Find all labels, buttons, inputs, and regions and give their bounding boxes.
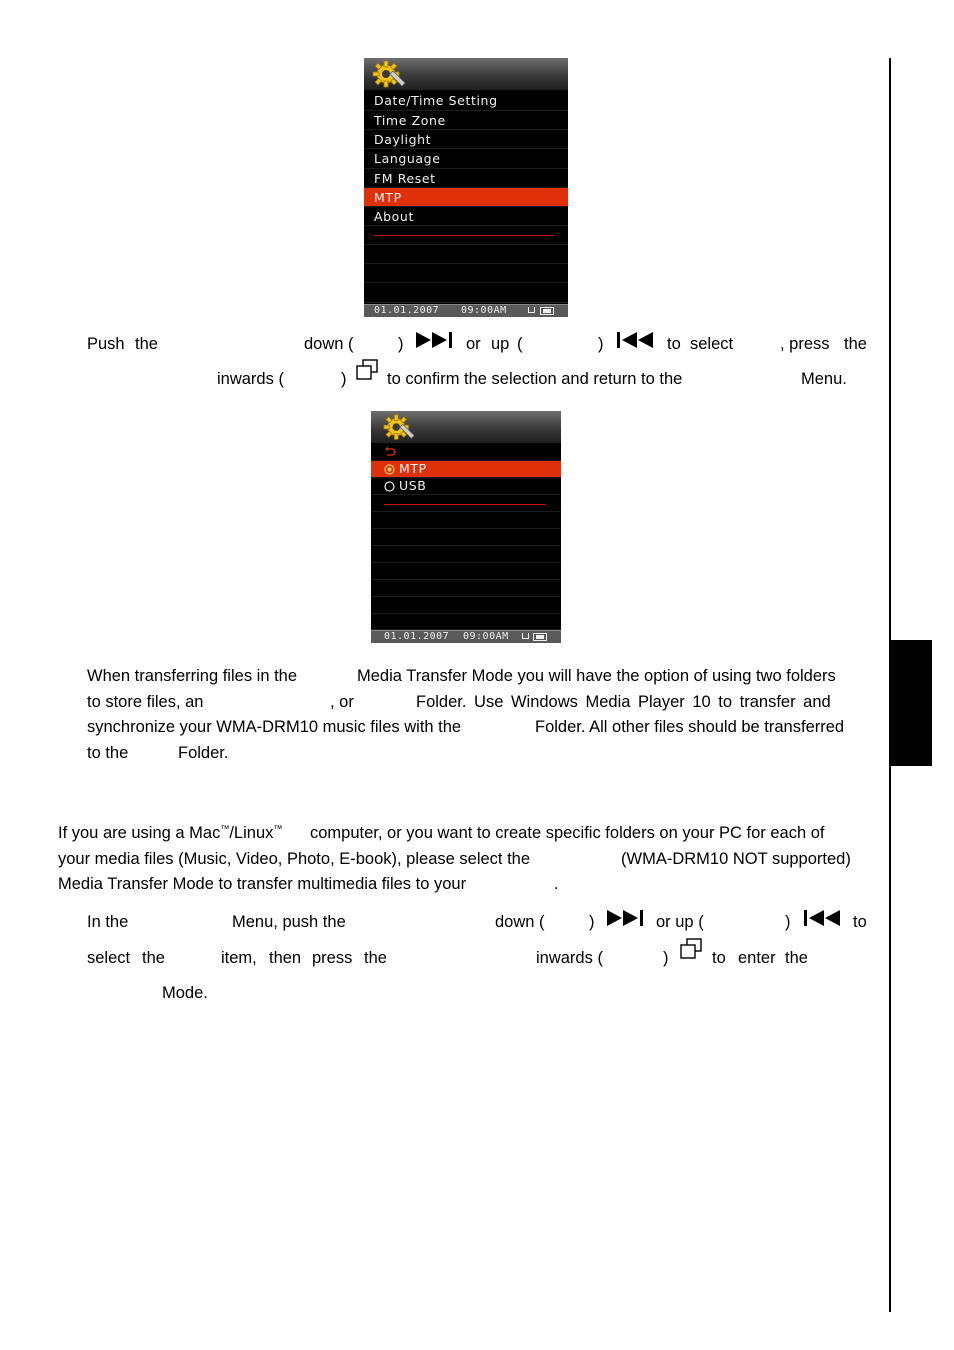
menu-empty-row bbox=[364, 245, 568, 264]
text-word: . bbox=[554, 875, 559, 893]
scroll-indicator-line bbox=[374, 235, 554, 236]
text-line: Folder. Use Windows Media Player 10 to transfer and bbox=[416, 693, 831, 711]
text-segment: /Linux bbox=[229, 824, 274, 842]
text-word: ) bbox=[398, 335, 404, 353]
text-segment: If you are using a Mac bbox=[58, 824, 221, 842]
text-word: the bbox=[785, 949, 808, 967]
text-word: inwards ( bbox=[217, 370, 284, 388]
text-word: the bbox=[844, 335, 867, 353]
menu-empty-row bbox=[371, 597, 561, 614]
menu-item-about[interactable]: About bbox=[364, 207, 568, 226]
text-line: When transferring files in the bbox=[87, 667, 298, 685]
text-word: to bbox=[712, 949, 726, 967]
text-word: the bbox=[135, 335, 158, 353]
text-word: to bbox=[853, 913, 867, 931]
text-word: ( bbox=[517, 335, 523, 353]
text-word: to the bbox=[87, 744, 129, 762]
text-line: your media files (Music, Video, Photo, E-book), please select the bbox=[58, 850, 531, 868]
text-line: synchronize your WMA-DRM10 music files with the bbox=[87, 718, 462, 736]
text-line: Folder. All other files should be transferred bbox=[535, 718, 845, 736]
text-line: computer, or you want to create specific folders on your PC for each of bbox=[310, 824, 825, 842]
text-word: down ( bbox=[495, 913, 545, 931]
menu-item-fm-reset[interactable]: FM Reset bbox=[364, 169, 568, 188]
menu-empty-row bbox=[364, 264, 568, 283]
text-word: inwards ( bbox=[536, 949, 603, 967]
previous-track-icon bbox=[804, 908, 844, 928]
text-word: up bbox=[491, 335, 510, 353]
menu-item-mtp[interactable]: MTP bbox=[364, 188, 568, 207]
text-word: or bbox=[466, 335, 481, 353]
text-word: , press bbox=[780, 335, 830, 353]
menu-empty-row bbox=[371, 546, 561, 563]
menu-item-time-zone[interactable]: Time Zone bbox=[364, 111, 568, 130]
settings-gear-icon bbox=[383, 413, 417, 443]
scroll-indicator-line bbox=[384, 504, 546, 505]
menu-empty-row bbox=[371, 580, 561, 597]
text-word: item, bbox=[221, 949, 257, 967]
option-mtp[interactable]: MTP bbox=[371, 461, 561, 478]
back-arrow-icon[interactable] bbox=[384, 447, 396, 457]
text-line: Media Transfer Mode you will have the option of using two folders bbox=[357, 667, 836, 685]
text-word: select bbox=[690, 335, 734, 353]
text-word: select bbox=[87, 949, 131, 967]
menu-empty-row bbox=[371, 512, 561, 529]
text-line bbox=[58, 823, 282, 843]
battery-icon bbox=[540, 307, 554, 315]
text-word: ) bbox=[663, 949, 669, 967]
text-line: to confirm the selection and return to the bbox=[387, 370, 683, 388]
status-date: 01.01.2007 bbox=[384, 631, 450, 642]
settings-gear-icon bbox=[372, 60, 408, 90]
battery-icon bbox=[533, 633, 547, 641]
section-side-tab bbox=[891, 640, 932, 766]
back-row[interactable] bbox=[371, 444, 561, 461]
previous-track-icon bbox=[617, 330, 657, 350]
radio-selected-icon bbox=[384, 464, 395, 475]
enter-button-icon bbox=[356, 359, 378, 381]
status-bar bbox=[371, 630, 561, 643]
text-line: Media Transfer Mode to transfer multimedia files to your bbox=[58, 875, 467, 893]
status-bar bbox=[364, 304, 568, 317]
text-word: the bbox=[364, 949, 387, 967]
text-word: Mode. bbox=[162, 984, 208, 1002]
status-time: 09:00AM bbox=[461, 305, 507, 316]
enter-button-icon bbox=[680, 938, 702, 960]
radio-unselected-icon bbox=[384, 481, 395, 492]
text-word: ) bbox=[589, 913, 595, 931]
lock-icon bbox=[522, 633, 529, 639]
text-word: In the bbox=[87, 913, 129, 931]
status-time: 09:00AM bbox=[463, 631, 509, 642]
text-line: (WMA-DRM10 NOT supported) bbox=[621, 850, 851, 868]
text-word: press bbox=[312, 949, 353, 967]
text-word: Push bbox=[87, 335, 125, 353]
text-word: or up ( bbox=[656, 913, 704, 931]
text-word: ) bbox=[598, 335, 604, 353]
menu-item-daylight[interactable]: Daylight bbox=[364, 130, 568, 149]
text-word: ) bbox=[785, 913, 791, 931]
text-word: , or bbox=[330, 693, 354, 711]
device-screen-mtp-options bbox=[371, 411, 561, 643]
text-line: to store files, an bbox=[87, 693, 204, 711]
menu-item-language[interactable]: Language bbox=[364, 149, 568, 169]
trademark-mark: ™ bbox=[273, 823, 283, 834]
text-word: Folder. bbox=[178, 744, 229, 762]
text-word: the bbox=[142, 949, 165, 967]
menu-item-date-time[interactable]: Date/Time Setting bbox=[364, 91, 568, 111]
next-track-icon bbox=[607, 908, 647, 928]
menu-empty-row bbox=[371, 563, 561, 580]
text-word: down ( bbox=[304, 335, 354, 353]
trademark-mark: ™ bbox=[220, 823, 230, 834]
text-line: Menu, push the bbox=[232, 913, 346, 931]
menu-empty-row bbox=[371, 614, 561, 630]
text-word: then bbox=[269, 949, 302, 967]
text-word: ) bbox=[341, 370, 347, 388]
lock-icon bbox=[528, 307, 535, 313]
text-word: to bbox=[667, 335, 681, 353]
menu-empty-row bbox=[371, 529, 561, 546]
next-track-icon bbox=[416, 330, 456, 350]
option-usb[interactable]: USB bbox=[371, 478, 561, 495]
menu-empty-row bbox=[364, 283, 568, 303]
text-word: enter bbox=[738, 949, 776, 967]
status-date: 01.01.2007 bbox=[374, 305, 440, 316]
device-screen-settings-menu bbox=[364, 58, 568, 317]
text-word: Menu. bbox=[801, 370, 847, 388]
